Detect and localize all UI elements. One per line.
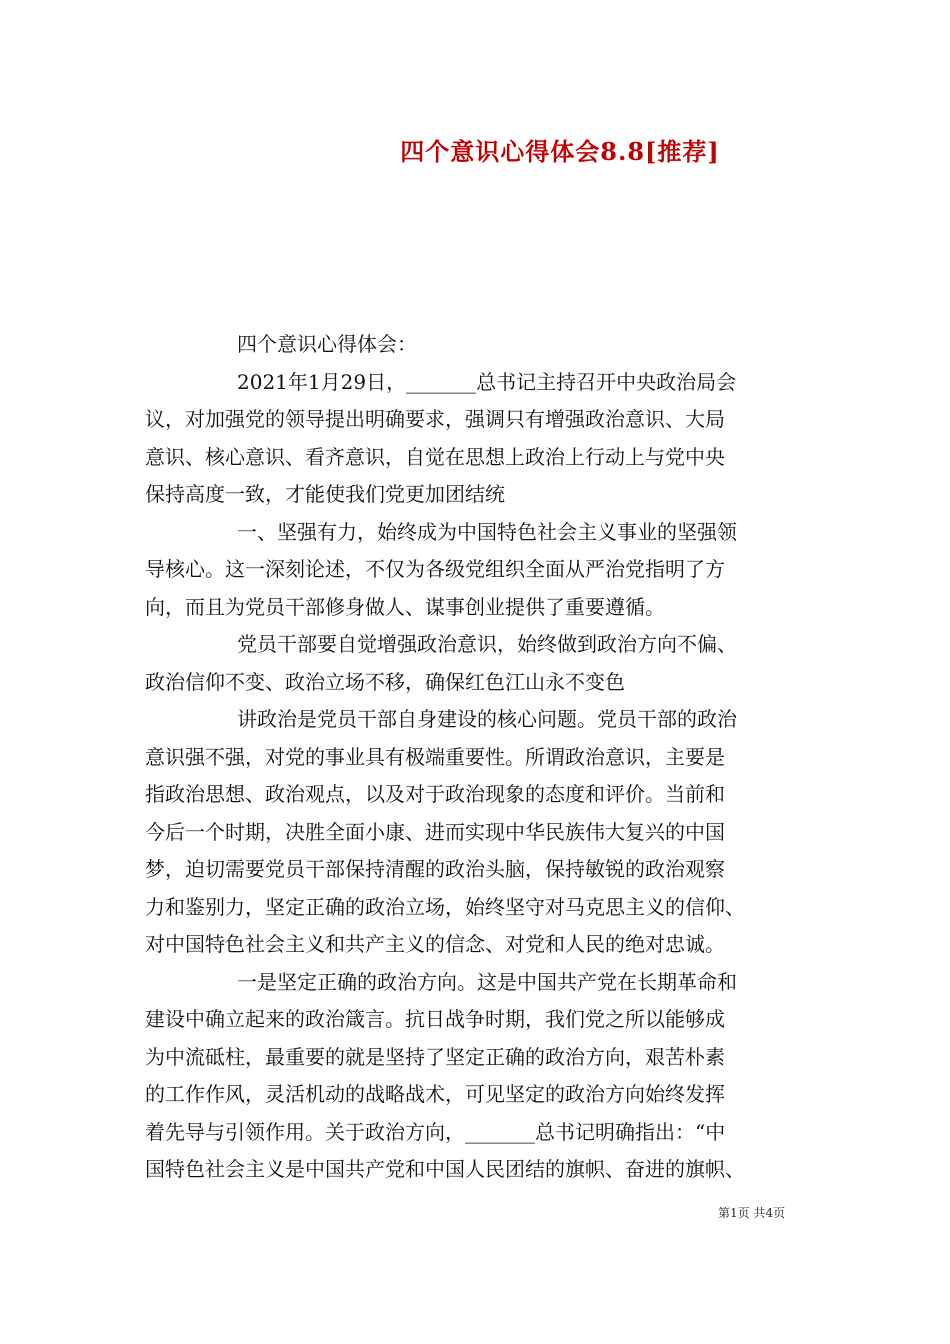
body-line: 导核心。这一深刻论述，不仅为各级党组织全面从严治党指明了方 (145, 557, 725, 581)
body-line: 的工作作风，灵活机动的战略战术，可见坚定的政治方向始终发挥 (145, 1082, 725, 1106)
body-line: 指政治思想、政治观点，以及对于政治现象的态度和评价。当前和 (145, 782, 725, 806)
body-line: 今后一个时期，决胜全面小康、进而实现中华民族伟大复兴的中国 (145, 819, 725, 844)
body-line: 一是坚定正确的政治方向。这是中国共产党在长期革命和 (237, 969, 737, 994)
body-line: 一、坚强有力，始终成为中国特色社会主义事业的坚强领 (237, 519, 737, 544)
body-line: 力和鉴别力，坚定正确的政治立场，始终坚守对马克思主义的信仰、 (145, 894, 745, 919)
body-line: 对中国特色社会主义和共产主义的信念、对党和人民的绝对忠诚。 (145, 932, 725, 956)
body-line: 国特色社会主义是中国共产党和中国人民团结的旗帜、奋进的旗帜、 (145, 1157, 745, 1181)
body-line: 着先导与引领作用。关于政治方向，_______总书记明确指出：“中 (145, 1119, 726, 1144)
body-line: 梦，迫切需要党员干部保持清醒的政治头脑，保持敏锐的政治观察 (145, 857, 725, 881)
body-line: 2021年1月29日，_______总书记主持召开中央政治局会 (237, 369, 737, 394)
body-line: 建设中确立起来的政治箴言。抗日战争时期，我们党之所以能够成 (145, 1007, 725, 1031)
body-line: 意识、核心意识、看齐意识，自觉在思想上政治上行动上与党中央 (145, 444, 725, 469)
body-line: 意识强不强，对党的事业具有极端重要性。所谓政治意识，主要是 (145, 744, 725, 769)
body-line: 保持高度一致，才能使我们党更加团结统 (145, 482, 505, 506)
body-line: 议，对加强党的领导提出明确要求，强调只有增强政治意识、大局 (145, 407, 725, 431)
body-line: 为中流砥柱，最重要的就是坚持了坚定正确的政治方向，艰苦朴素 (145, 1044, 725, 1069)
document-body (145, 326, 810, 1189)
page-footer: 第1页 共4页 (718, 1206, 786, 1220)
body-line: 四个意识心得体会： (237, 332, 417, 356)
body-line: 政治信仰不变、政治立场不移，确保红色江山永不变色 (145, 669, 625, 694)
body-line: 党员干部要自觉增强政治意识，始终做到政治方向不偏、 (237, 632, 737, 656)
document-title: 四个意识心得体会8.8[推荐] (400, 137, 720, 166)
body-line: 向，而且为党员干部修身做人、谋事创业提供了重要遵循。 (145, 594, 665, 619)
body-line: 讲政治是党员干部自身建设的核心问题。党员干部的政治 (237, 707, 737, 731)
